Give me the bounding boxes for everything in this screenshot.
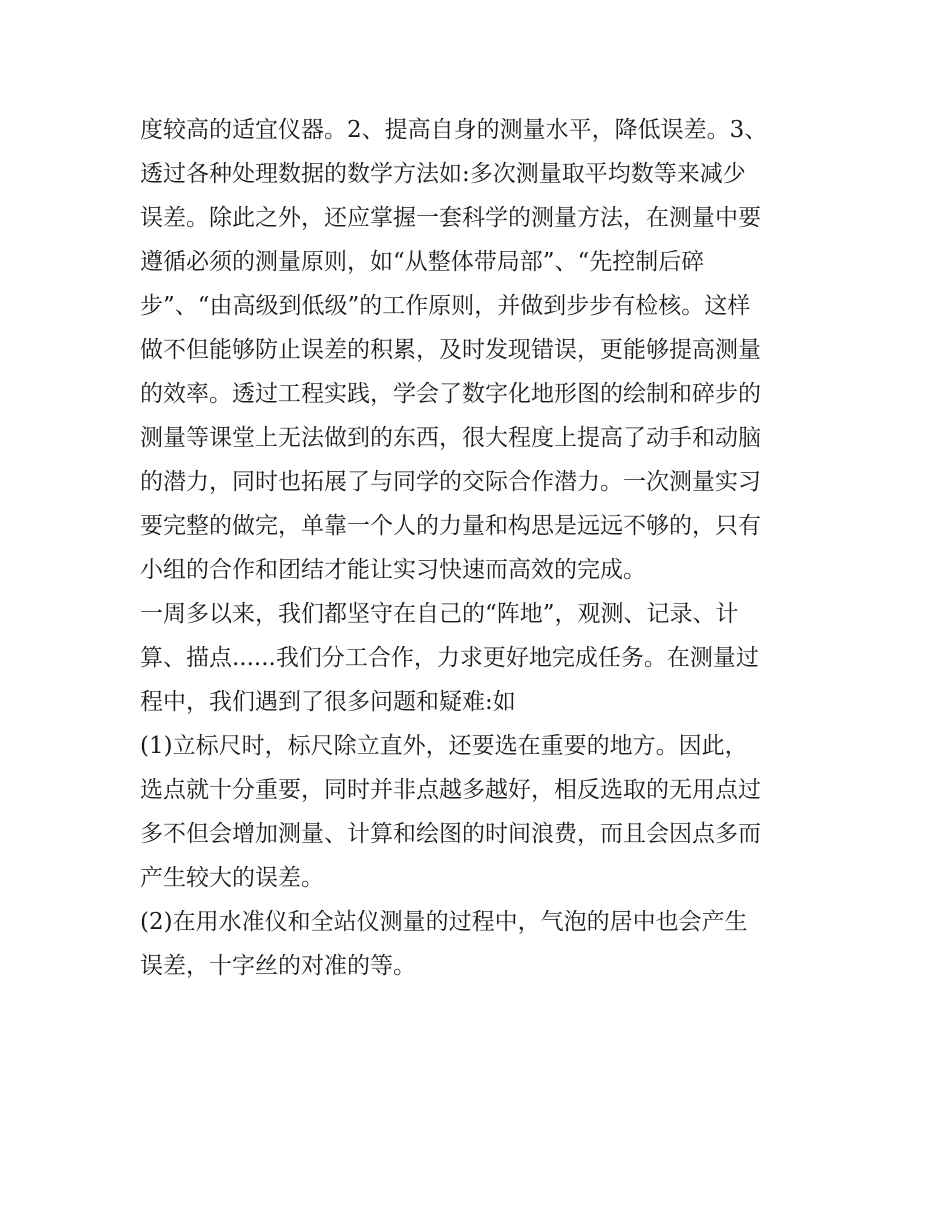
text-line: 小组的合作和团结才能让实习快速而高效的完成。 bbox=[140, 557, 646, 583]
text-line: 误差，十字丝的对准的等。 bbox=[140, 953, 416, 979]
text-line: 测量等课堂上无法做到的东西，很大程度上提高了动手和动脑 bbox=[140, 425, 761, 451]
text-line: (1)立标尺时，标尺除立直外，还要选在重要的地方。因此， bbox=[140, 733, 748, 759]
text-line: 透过各种处理数据的数学方法如:多次测量取平均数等来减少 bbox=[140, 161, 746, 187]
text-line: 一周多以来，我们都坚守在自己的“阵地”，观测、记录、计 bbox=[140, 601, 739, 627]
text-line: 多不但会增加测量、计算和绘图的时间浪费，而且会因点多而 bbox=[140, 821, 761, 847]
text-line: 误差。除此之外，还应掌握一套科学的测量方法，在测量中要 bbox=[140, 205, 761, 231]
text-line: 程中，我们遇到了很多问题和疑难:如 bbox=[140, 689, 516, 715]
text-line: 度较高的适宜仪器。2、提高自身的测量水平，降低误差。3、 bbox=[140, 117, 768, 143]
body-text bbox=[140, 108, 830, 988]
text-line: 的效率。透过工程实践，学会了数字化地形图的绘制和碎步的 bbox=[140, 381, 761, 407]
text-line: 步”、“由高级到低级”的工作原则，并做到步步有检核。这样 bbox=[140, 293, 751, 319]
text-line: 做不但能够防止误差的积累，及时发现错误，更能够提高测量 bbox=[140, 337, 761, 363]
text-line: 要完整的做完，单靠一个人的力量和构思是远远不够的，只有 bbox=[140, 513, 761, 539]
text-line: (2)在用水准仪和全站仪测量的过程中，气泡的居中也会产生 bbox=[140, 909, 748, 935]
text-line: 产生较大的误差。 bbox=[140, 865, 324, 891]
text-line: 遵循必须的测量原则，如“从整体带局部”、“先控制后碎 bbox=[140, 249, 705, 275]
text-line: 选点就十分重要，同时并非点越多越好，相反选取的无用点过 bbox=[140, 777, 761, 803]
text-line: 的潜力，同时也拓展了与同学的交际合作潜力。一次测量实习 bbox=[140, 469, 761, 495]
text-line: 算、描点......我们分工合作，力求更好地完成任务。在测量过 bbox=[140, 645, 759, 671]
